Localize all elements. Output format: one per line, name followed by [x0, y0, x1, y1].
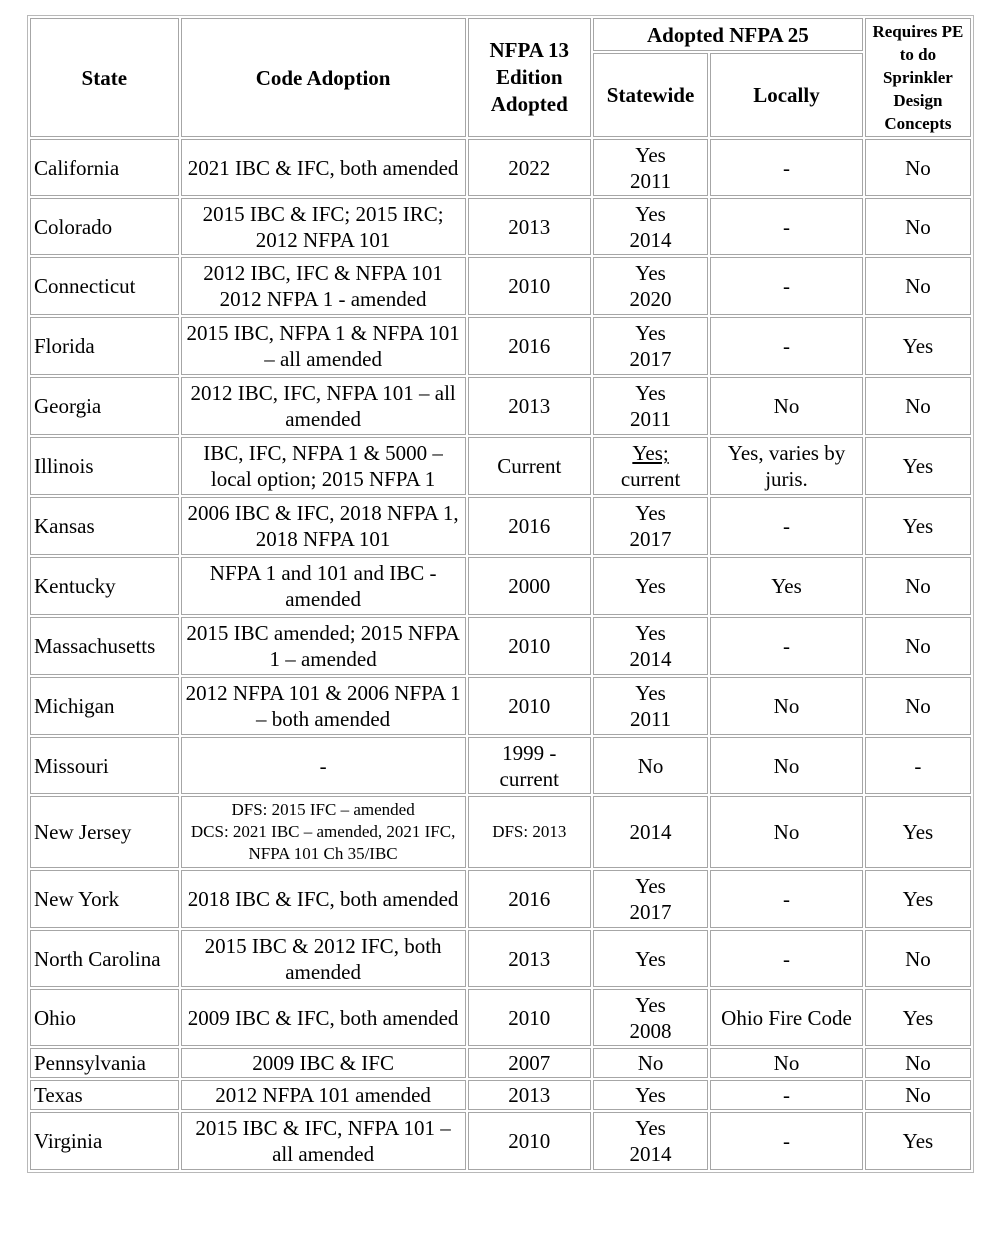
table-row [30, 1112, 971, 1170]
code-adoption-cell: IBC, IFC, NFPA 1 & 5000 – local option; 2015 NFPA 1 [181, 437, 466, 495]
code-adoption-cell: - [181, 737, 466, 794]
requires-pe-cell: Yes [865, 796, 971, 868]
statewide-cell [593, 437, 708, 495]
nfpa13-edition-cell: 2013 [468, 930, 591, 987]
state-cell: Colorado [30, 198, 179, 255]
statewide-cell: Yes 2011 [593, 377, 708, 435]
state-cell: California [30, 139, 179, 196]
requires-pe-cell: No [865, 1080, 971, 1110]
statewide-underlined-text: Yes; [632, 441, 669, 465]
locally-cell: - [710, 1112, 863, 1170]
locally-cell: Yes, varies by juris. [710, 437, 863, 495]
code-adoption-table [27, 15, 974, 1173]
table-row [30, 737, 971, 794]
locally-cell: Yes [710, 557, 863, 615]
header-requires-pe: Requires PE to do Sprinkler Design Concepts [865, 18, 971, 137]
table-row [30, 870, 971, 928]
table-row [30, 139, 971, 196]
state-cell: Kansas [30, 497, 179, 555]
statewide-cell: No [593, 1048, 708, 1078]
statewide-cell: Yes 2014 [593, 617, 708, 675]
locally-cell: No [710, 677, 863, 735]
locally-cell: - [710, 257, 863, 315]
statewide-cell: Yes 2017 [593, 317, 708, 375]
locally-cell: No [710, 737, 863, 794]
table-row [30, 677, 971, 735]
locally-cell: - [710, 617, 863, 675]
state-cell: Missouri [30, 737, 179, 794]
code-adoption-cell: 2015 IBC, NFPA 1 & NFPA 101 – all amended [181, 317, 466, 375]
code-adoption-cell: 2012 IBC, IFC & NFPA 101 2012 NFPA 1 - amended [181, 257, 466, 315]
code-adoption-cell: DFS: 2015 IFC – amended DCS: 2021 IBC – amended, 2021 IFC, NFPA 101 Ch 35/IBC [181, 796, 466, 868]
nfpa13-edition-cell: 2010 [468, 1112, 591, 1170]
table-row [30, 198, 971, 255]
table-row [30, 437, 971, 495]
requires-pe-cell: No [865, 677, 971, 735]
table-row [30, 557, 971, 615]
nfpa13-edition-cell: 2007 [468, 1048, 591, 1078]
statewide-cell: Yes [593, 1080, 708, 1110]
nfpa13-edition-cell: 2013 [468, 198, 591, 255]
statewide-cell: Yes 2017 [593, 497, 708, 555]
state-cell: Illinois [30, 437, 179, 495]
statewide-cell: Yes [593, 930, 708, 987]
state-cell: Kentucky [30, 557, 179, 615]
requires-pe-cell: No [865, 198, 971, 255]
table-row [30, 1080, 971, 1110]
state-cell: Texas [30, 1080, 179, 1110]
nfpa13-edition-cell: 2010 [468, 677, 591, 735]
statewide-cell: Yes 2014 [593, 198, 708, 255]
code-adoption-cell: 2006 IBC & IFC, 2018 NFPA 1, 2018 NFPA 101 [181, 497, 466, 555]
nfpa13-edition-cell: 2010 [468, 617, 591, 675]
requires-pe-cell: No [865, 930, 971, 987]
header-statewide: Statewide [593, 53, 708, 137]
state-cell: New Jersey [30, 796, 179, 868]
requires-pe-cell: No [865, 617, 971, 675]
nfpa13-edition-cell: 2010 [468, 257, 591, 315]
requires-pe-cell: No [865, 377, 971, 435]
code-adoption-cell: 2015 IBC & IFC, NFPA 101 – all amended [181, 1112, 466, 1170]
locally-cell: Ohio Fire Code [710, 989, 863, 1046]
state-cell: North Carolina [30, 930, 179, 987]
state-cell: Florida [30, 317, 179, 375]
statewide-text: current [620, 467, 681, 491]
table-row [30, 377, 971, 435]
nfpa13-edition-cell: 2016 [468, 317, 591, 375]
requires-pe-cell: Yes [865, 497, 971, 555]
code-adoption-cell: 2015 IBC amended; 2015 NFPA 1 – amended [181, 617, 466, 675]
locally-cell: - [710, 930, 863, 987]
requires-pe-cell: Yes [865, 870, 971, 928]
code-adoption-cell: 2018 IBC & IFC, both amended [181, 870, 466, 928]
statewide-cell: Yes 2017 [593, 870, 708, 928]
table-row [30, 1048, 971, 1078]
requires-pe-cell: No [865, 557, 971, 615]
code-adoption-cell: 2015 IBC & 2012 IFC, both amended [181, 930, 466, 987]
nfpa13-edition-cell: 2010 [468, 989, 591, 1046]
nfpa13-edition-cell: 1999 - current [468, 737, 591, 794]
locally-cell: No [710, 796, 863, 868]
code-adoption-cell: 2012 NFPA 101 & 2006 NFPA 1 – both amended [181, 677, 466, 735]
state-cell: Virginia [30, 1112, 179, 1170]
state-cell: Pennsylvania [30, 1048, 179, 1078]
statewide-cell: No [593, 737, 708, 794]
nfpa13-edition-cell: Current [468, 437, 591, 495]
state-cell: Massachusetts [30, 617, 179, 675]
state-cell: New York [30, 870, 179, 928]
code-adoption-cell: 2015 IBC & IFC; 2015 IRC; 2012 NFPA 101 [181, 198, 466, 255]
header-adopted-nfpa25: Adopted NFPA 25 [593, 18, 863, 51]
code-adoption-cell: NFPA 1 and 101 and IBC - amended [181, 557, 466, 615]
requires-pe-cell: No [865, 1048, 971, 1078]
code-adoption-cell: 2009 IBC & IFC [181, 1048, 466, 1078]
locally-cell: No [710, 377, 863, 435]
statewide-cell: Yes 2020 [593, 257, 708, 315]
requires-pe-cell: Yes [865, 1112, 971, 1170]
table-row [30, 257, 971, 315]
header-nfpa13-edition: NFPA 13 Edition Adopted [468, 18, 591, 137]
state-cell: Connecticut [30, 257, 179, 315]
locally-cell: - [710, 139, 863, 196]
state-cell: Michigan [30, 677, 179, 735]
nfpa13-edition-cell: DFS: 2013 [468, 796, 591, 868]
code-adoption-cell: 2021 IBC & IFC, both amended [181, 139, 466, 196]
requires-pe-cell: - [865, 737, 971, 794]
nfpa13-edition-cell: 2013 [468, 1080, 591, 1110]
nfpa13-edition-cell: 2016 [468, 497, 591, 555]
requires-pe-cell: Yes [865, 437, 971, 495]
table-body [30, 139, 971, 1170]
statewide-cell: 2014 [593, 796, 708, 868]
statewide-cell: Yes 2008 [593, 989, 708, 1046]
statewide-cell: Yes 2014 [593, 1112, 708, 1170]
statewide-cell: Yes [593, 557, 708, 615]
table-row [30, 796, 971, 868]
requires-pe-cell: No [865, 139, 971, 196]
header-code-adoption: Code Adoption [181, 18, 466, 137]
header-state: State [30, 18, 179, 137]
requires-pe-cell: Yes [865, 989, 971, 1046]
table-row [30, 989, 971, 1046]
locally-cell: - [710, 317, 863, 375]
locally-cell: - [710, 497, 863, 555]
nfpa13-edition-cell: 2000 [468, 557, 591, 615]
state-cell: Georgia [30, 377, 179, 435]
header-locally: Locally [710, 53, 863, 137]
locally-cell: - [710, 1080, 863, 1110]
locally-cell: - [710, 870, 863, 928]
requires-pe-cell: No [865, 257, 971, 315]
nfpa13-edition-cell: 2013 [468, 377, 591, 435]
table-row [30, 317, 971, 375]
code-adoption-cell: 2009 IBC & IFC, both amended [181, 989, 466, 1046]
statewide-cell: Yes 2011 [593, 677, 708, 735]
code-adoption-cell: 2012 IBC, IFC, NFPA 101 – all amended [181, 377, 466, 435]
locally-cell: No [710, 1048, 863, 1078]
nfpa13-edition-cell: 2022 [468, 139, 591, 196]
table-row [30, 930, 971, 987]
statewide-cell: Yes 2011 [593, 139, 708, 196]
locally-cell: - [710, 198, 863, 255]
requires-pe-cell: Yes [865, 317, 971, 375]
code-adoption-cell: 2012 NFPA 101 amended [181, 1080, 466, 1110]
table-row [30, 617, 971, 675]
nfpa13-edition-cell: 2016 [468, 870, 591, 928]
state-cell: Ohio [30, 989, 179, 1046]
table-row [30, 497, 971, 555]
